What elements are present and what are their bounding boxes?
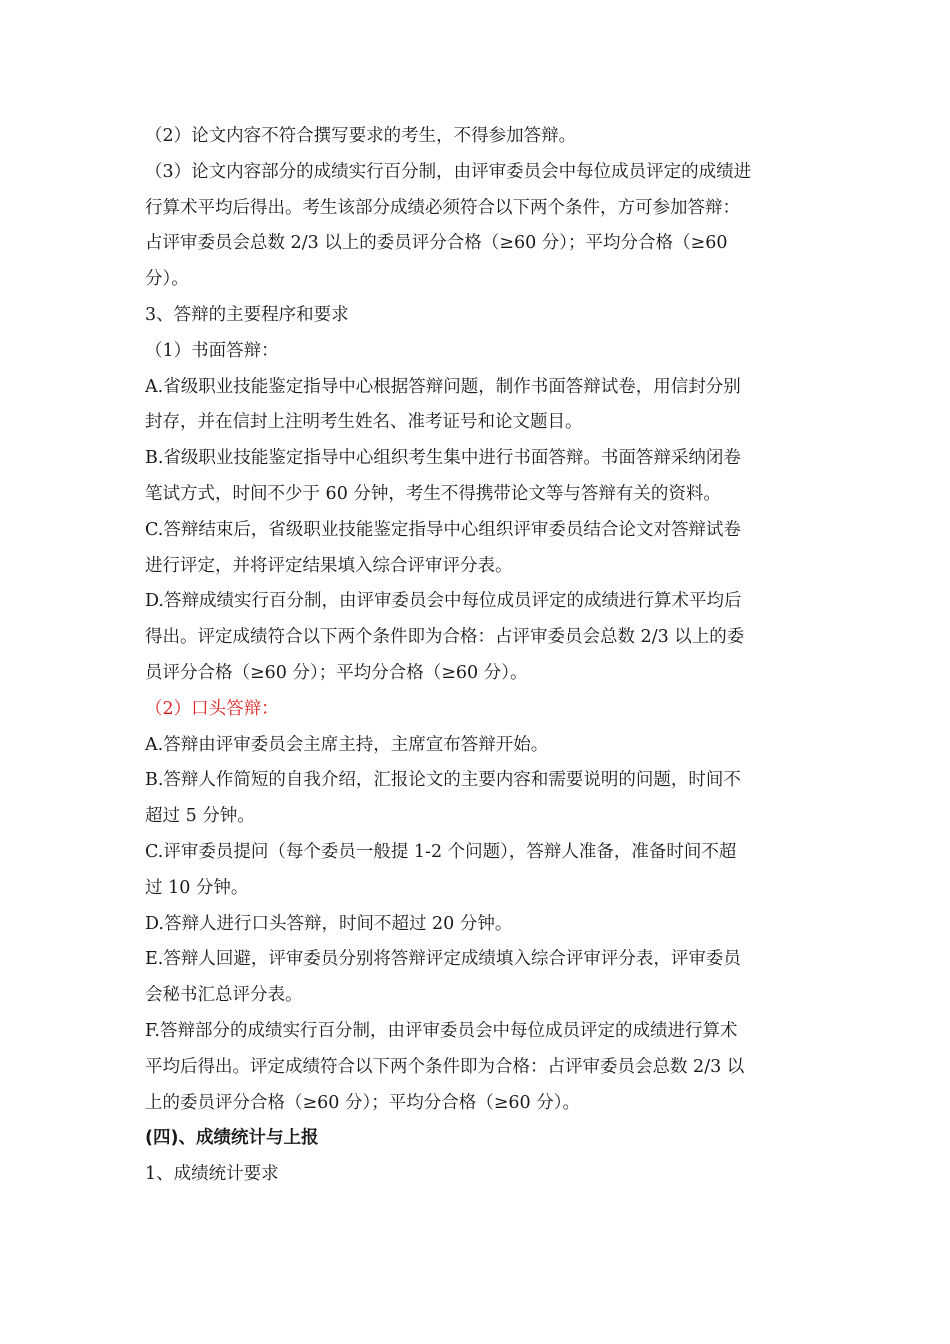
paragraph-line: B.答辩人作简短的自我介绍，汇报论文的主要内容和需要说明的问题，时间不: [145, 770, 741, 791]
paragraph-line: （2）论文内容不符合撰写要求的考生，不得参加答辩。: [145, 126, 577, 146]
section-heading: 3、答辩的主要程序和要求: [145, 304, 349, 325]
paragraph-line: 笔试方式，时间不少于 60 分钟，考生不得携带论文等与答辩有关的资料。: [145, 483, 721, 504]
paragraph-line: 占评审委员会总数 2/3 以上的委员评分合格（≥60 分）；平均分合格（≥60: [145, 233, 728, 254]
paragraph-line: C.答辩结束后，省级职业技能鉴定指导中心组织评审委员结合论文对答辩试卷: [145, 519, 741, 540]
paragraph-line: 超过 5 分钟。: [145, 806, 255, 827]
subsection-heading-written-defense: （1）书面答辩：: [145, 340, 279, 361]
paragraph-line: 封存，并在信封上注明考生姓名、准考证号和论文题目。: [145, 412, 583, 433]
document-page: [145, 119, 810, 1193]
paragraph-line: （3）论文内容部分的成绩实行百分制，由评审委员会中每位成员评定的成绩进: [145, 161, 752, 182]
paragraph-line: 上的委员评分合格（≥60 分）；平均分合格（≥60 分）。: [145, 1092, 580, 1113]
chapter-heading: (四)、成绩统计与上报: [145, 1128, 319, 1149]
paragraph-line: A.省级职业技能鉴定指导中心根据答辩问题，制作书面答辩试卷，用信封分别: [145, 376, 741, 397]
paragraph-line: F.答辩部分的成绩实行百分制，由评审委员会中每位成员评定的成绩进行算术: [145, 1020, 738, 1041]
paragraph-line: 进行评定，并将评定结果填入综合评审评分表。: [145, 555, 513, 576]
paragraph-line: 平均后得出。评定成绩符合以下两个条件即为合格：占评审委员会总数 2/3 以: [145, 1056, 745, 1077]
paragraph-line: 得出。评定成绩符合以下两个条件即为合格：占评审委员会总数 2/3 以上的委: [145, 627, 745, 648]
paragraph-line: D.答辩人进行口头答辩，时间不超过 20 分钟。: [145, 913, 513, 934]
paragraph-line: 分）。: [145, 269, 189, 290]
paragraph-line: E.答辩人回避，评审委员分别将答辩评定成绩填入综合评审评分表，评审委员: [145, 949, 741, 970]
paragraph-line: C.评审委员提问（每个委员一般提 1-2 个问题），答辩人准备，准备时间不超: [145, 841, 737, 862]
paragraph-line: A.答辩由评审委员会主席主持，主席宣布答辩开始。: [145, 734, 549, 755]
paragraph-line: 行算术平均后得出。考生该部分成绩必须符合以下两个条件，方可参加答辩：: [145, 197, 740, 218]
subsection-heading-oral-defense: （2）口头答辩：: [145, 698, 279, 719]
paragraph-line: 过 10 分钟。: [145, 877, 249, 898]
paragraph-line: D.答辩成绩实行百分制，由评审委员会中每位成员评定的成绩进行算术平均后: [145, 591, 742, 612]
paragraph-line: 员评分合格（≥60 分）；平均分合格（≥60 分）。: [145, 662, 528, 683]
paragraph-line: 会秘书汇总评分表。: [145, 985, 303, 1006]
section-heading: 1、成绩统计要求: [145, 1164, 279, 1185]
paragraph-line: B.省级职业技能鉴定指导中心组织考生集中进行书面答辩。书面答辩采纳闭卷: [145, 448, 741, 469]
